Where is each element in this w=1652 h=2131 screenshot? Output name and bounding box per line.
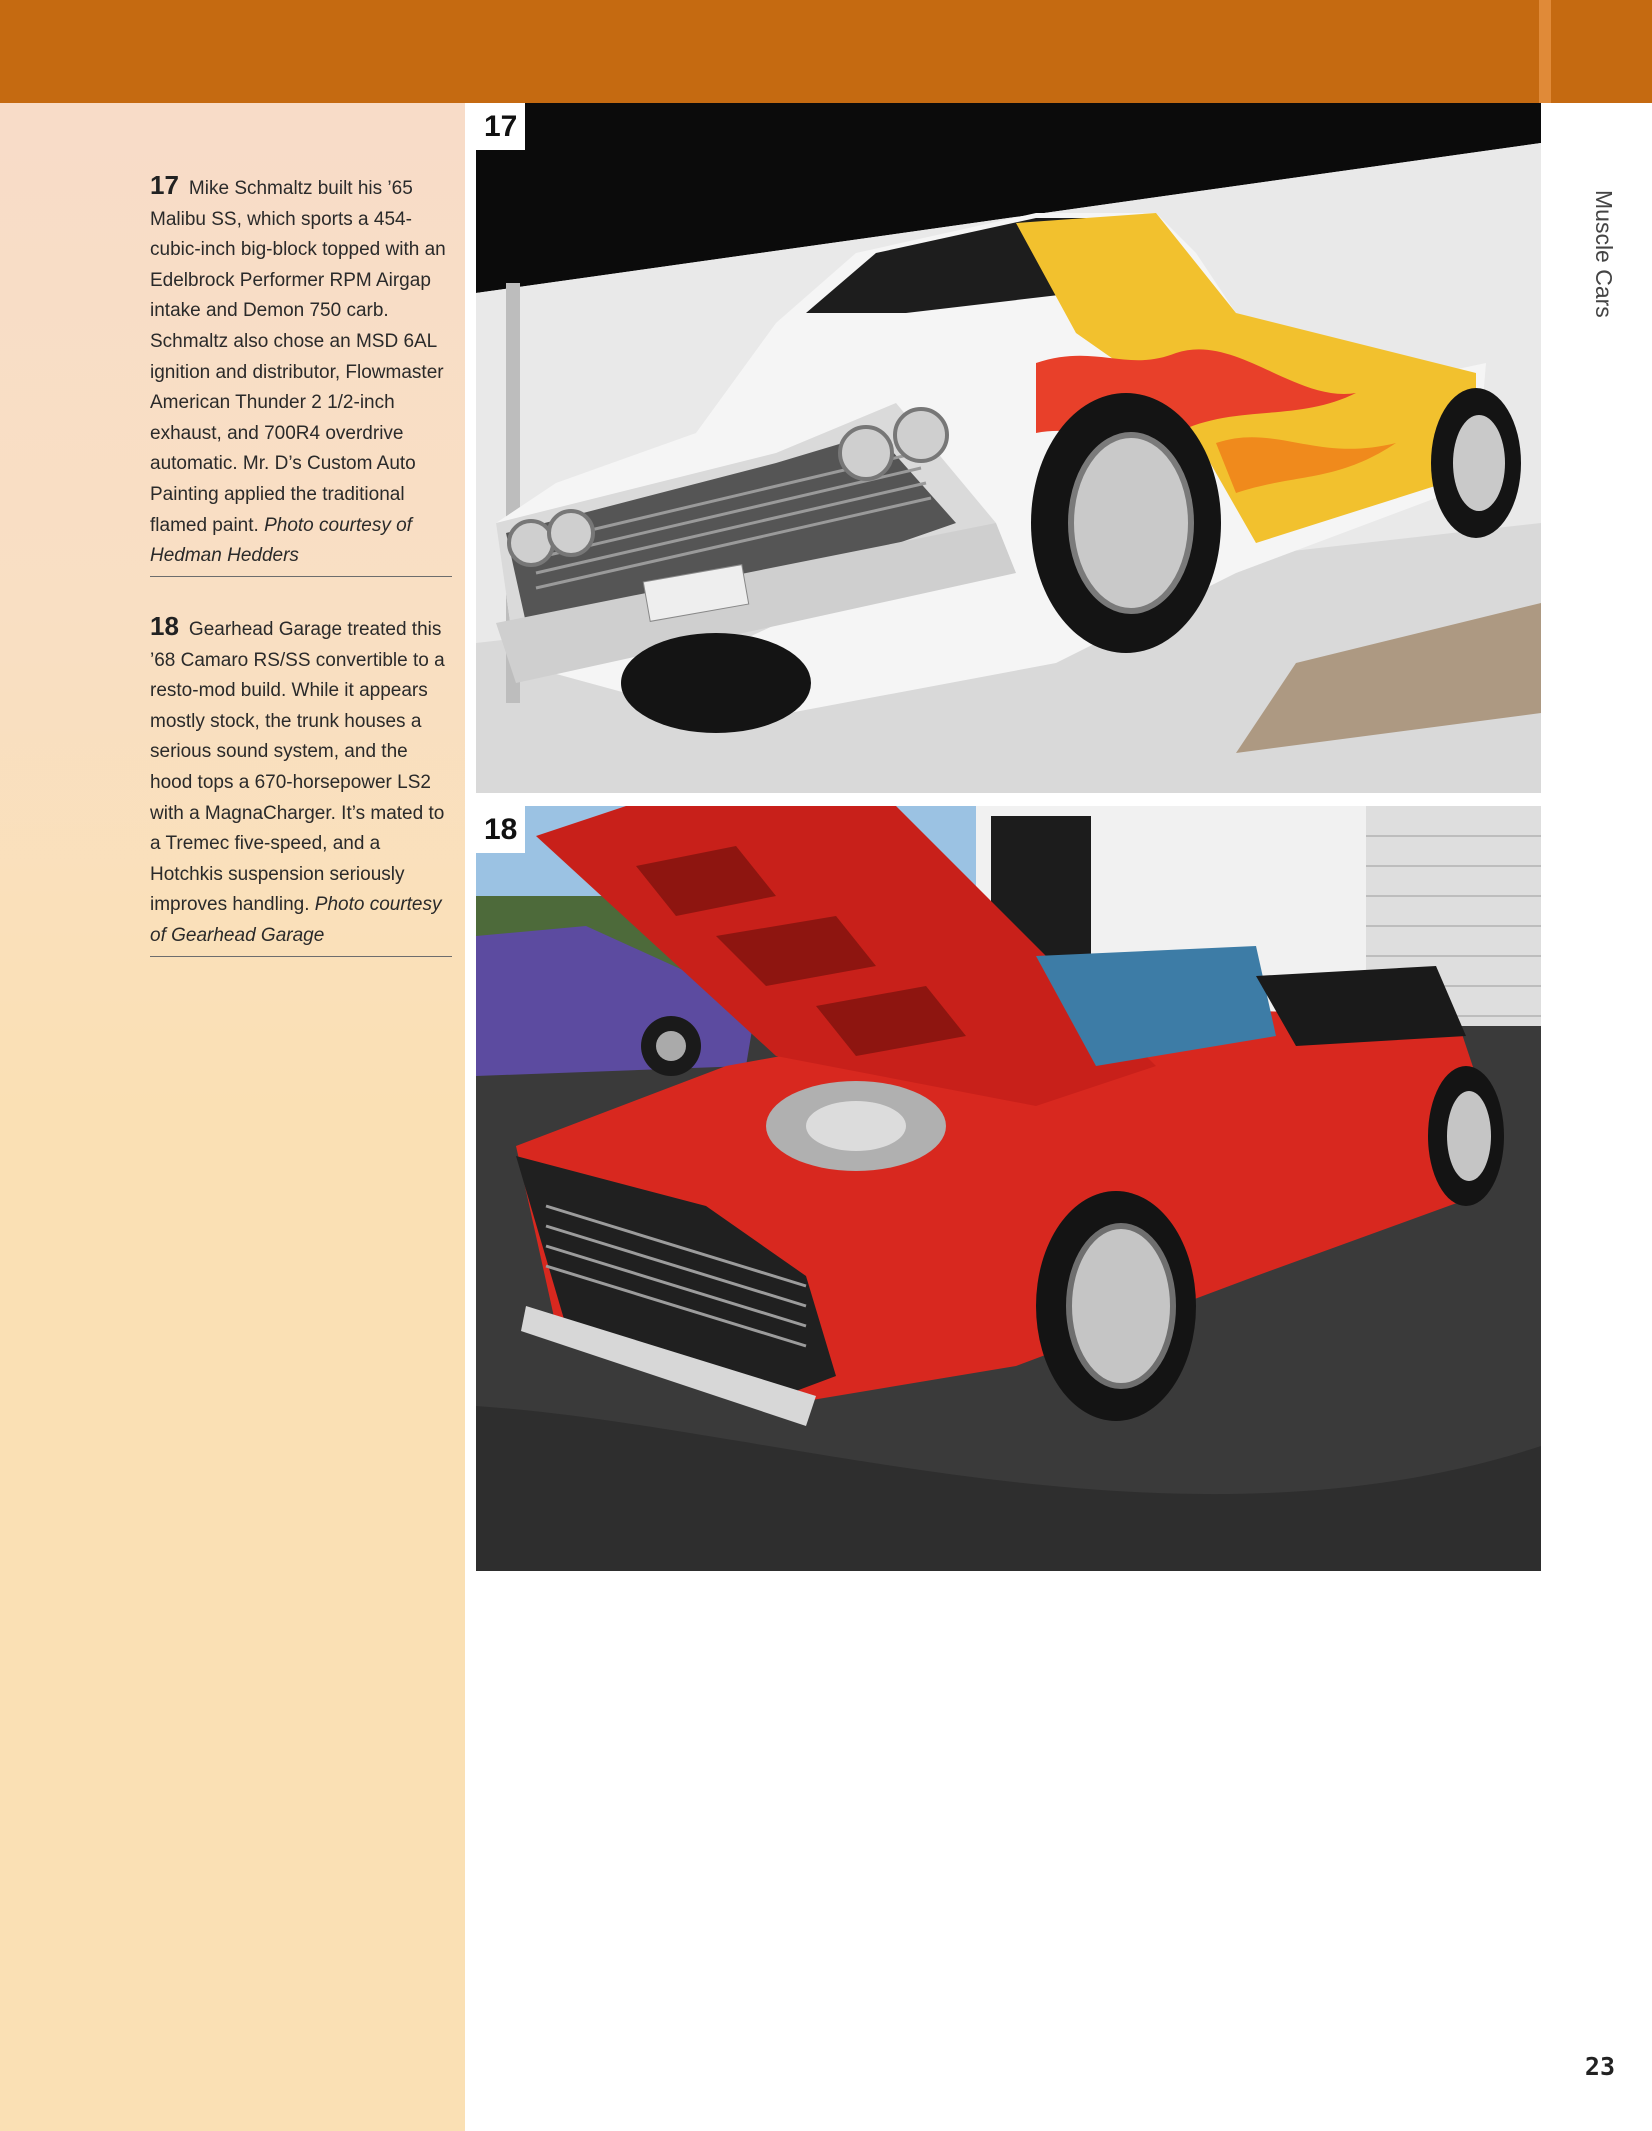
caption-number: 18 xyxy=(150,611,179,641)
caption-number: 17 xyxy=(150,170,179,200)
header-bar xyxy=(0,0,1652,103)
photo-malibu-illustration xyxy=(476,103,1541,793)
caption-18 xyxy=(150,611,452,957)
photo-label: 18 xyxy=(476,806,525,853)
photo-credit: Photo courtesy of Gearhead Garage xyxy=(150,894,442,946)
caption-17 xyxy=(150,170,452,577)
caption-text: Gearhead Garage treated this ’68 Camaro RS/SS convertible to a resto-mod build. While it appears mostly stock, the trunk houses a serious sound system, and the hood tops a 670-horsepower LS2 with a MagnaCharger. It’s mated to a Tremec five-speed, and a Hotchkis suspension seriously improves handling. xyxy=(150,619,445,916)
page-number: 23 xyxy=(1584,2052,1615,2081)
photo-camaro xyxy=(476,806,1541,1571)
running-head: Muscle Cars xyxy=(1591,190,1617,318)
caption-text: Mike Schmaltz built his ’65 Malibu SS, which sports a 454-cubic-inch big-block topped with an Edelbrock Performer RPM Airgap intake and Demon 750 carb. Schmaltz also chose an MSD 6AL ignition and distributor, Flowmaster American Thunder 2 1/2-inch exhaust, and 700R4 overdrive automatic. Mr. D’s Custom Auto Painting applied the traditional flamed paint. xyxy=(150,178,446,536)
photo-label: 17 xyxy=(476,103,525,150)
photo-malibu xyxy=(476,103,1541,793)
photo-camaro-illustration xyxy=(476,806,1541,1571)
photo-credit: Photo courtesy of Hedman Hedders xyxy=(150,514,412,567)
header-accent-stripe xyxy=(1539,0,1551,103)
